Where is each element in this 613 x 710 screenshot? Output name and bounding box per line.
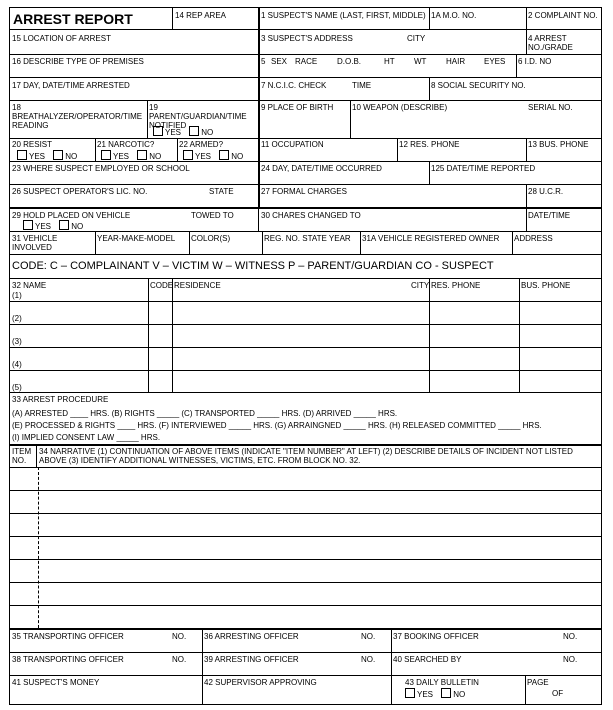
ncic-time-label: TIME [352,81,372,90]
searched-by-no-label: NO. [563,655,578,664]
page-label: PAGE [527,678,549,687]
mo-no-label: 1A M.O. NO. [431,11,477,20]
hold-vehicle-no-checkbox[interactable] [59,220,69,230]
rep-area-label: 14 REP AREA [175,11,226,20]
resist-label: 20 RESIST [12,140,53,149]
parent-notified-yes-checkbox[interactable] [153,126,163,136]
names-row-number: (1) [12,291,22,300]
page-of-label: OF [552,689,564,698]
race-label: RACE [295,57,318,66]
eyes-label: EYES [484,57,506,66]
parent-notified-choices: YES NO [153,126,213,138]
vehicle-involved-label: 31 VEHICLE INVOLVED [12,234,58,252]
reg-no-label: REG. NO. STATE YEAR [264,234,351,243]
employer-label: 23 WHERE SUSPECT EMPLOYED OR SCHOOL [12,164,190,173]
arrest-procedure-line: (A) ARRESTED ____ HRS. (B) RIGHTS _____ (C) TRANSPORTED _____ HRS. (D) ARRIVED _____ HRS. [12,409,398,418]
formal-charges-label: 27 FORMAL CHARGES [261,187,347,196]
narrative-header: 34 NARRATIVE (1) CONTINUATION OF ABOVE ITEMS (INDICATE "ITEM NUMBER" AT LEFT) (2) DESCRIBE DETAILS OF INCIDENT NOT LISTED ABOVE (3) IDENTIFY ADDITIONAL WITNESSES, VICTIMS, ETC. FROM BLOCK NO. 32. [39,447,573,465]
premises-label: 16 DESCRIBE TYPE OF PREMISES [12,57,144,66]
ucr-label: 28 U.C.R. [528,187,564,196]
occupation-label: 11 OCCUPATION [261,140,324,149]
date-reported-label: 125 DATE/TIME REPORTED [431,164,536,173]
charges-date-time-label: DATE/TIME [528,211,571,220]
suspect-name-label: 1 SUSPECT'S NAME (LAST, FIRST, MIDDLE) [261,11,426,20]
arresting-officer-no-label: NO. [361,632,376,641]
transporting-officer-2-no-label: NO. [172,655,187,664]
names-code-header: CODE [150,281,174,290]
registered-owner-label: 31A VEHICLE REGISTERED OWNER [362,234,500,243]
hair-label: HAIR [446,57,466,66]
names-row-number: (3) [12,337,22,346]
resist-yes-checkbox[interactable] [17,150,27,160]
code-legend: CODE: C – COMPLAINANT V – VICTIM W – WITNESS P – PARENT/GUARDIAN CO - SUSPECT [12,260,494,272]
names-row-number: (4) [12,360,22,369]
border-left [9,7,10,705]
armed-yes-checkbox[interactable] [183,150,193,160]
names-name-header: 32 NAME [12,281,47,290]
id-no-label: 6 I.D. NO [518,57,552,66]
owner-address-label: ADDRESS [514,234,553,243]
complaint-no-label: 2 COMPLAINT NO. [528,11,598,20]
daily-bulletin-yes-checkbox[interactable] [405,688,415,698]
daily-bulletin-no-checkbox[interactable] [441,688,451,698]
towed-to-label: TOWED TO [191,211,234,220]
weight-label: WT [414,57,427,66]
narcotic-no-checkbox[interactable] [137,150,147,160]
location-of-arrest-label: 15 LOCATION OF ARREST [12,34,111,43]
resist-choices: YES NO [17,150,77,162]
transporting-officer-no-label: NO. [172,632,187,641]
armed-no-checkbox[interactable] [219,150,229,160]
arrest-report-form [9,7,602,705]
item-column-divider [38,467,39,628]
hold-vehicle-label: 29 HOLD PLACED ON VEHICLE [12,211,131,220]
item-no-header: ITEM NO. [12,447,32,465]
arrest-procedure-title: 33 ARREST PROCEDURE [12,395,109,404]
dob-label: D.O.B. [337,57,362,66]
item-5-label: 5 [261,57,266,66]
armed-choices: YES NO [183,150,243,162]
names-row-number: (5) [12,383,22,392]
arrest-procedure-line: (I) IMPLIED CONSENT LAW _____ HRS. [12,433,161,442]
height-label: HT [384,57,395,66]
border-top [9,7,602,8]
daily-bulletin-choices: YES NO [405,688,465,700]
narcotic-yes-checkbox[interactable] [101,150,111,160]
suspect-money-label: 41 SUSPECT'S MONEY [12,678,100,687]
place-of-birth-label: 9 PLACE OF BIRTH [261,103,334,112]
parent-notified-no-checkbox[interactable] [189,126,199,136]
charges-changed-label: 30 CHARES CHANGED TO [261,211,361,220]
arrest-procedure-line: (E) PROCESSED & RIGHTS ____ HRS. (F) INTERVIEWED _____ HRS. (G) ARRAINGNED _____ HRS. (H) RELEASED COMMITTED _____ HRS. [12,421,542,430]
booking-officer-no-label: NO. [563,632,578,641]
daily-bulletin-label: 43 DAILY BULLETIN [405,678,479,687]
weapon-label: 10 WEAPON (DESCRIBE) [352,103,448,112]
arresting-officer-2-no-label: NO. [361,655,376,664]
armed-label: 22 ARMED? [179,140,224,149]
resist-no-checkbox[interactable] [53,150,63,160]
parent-notified-label: 19 PARENT/GUARDIAN/TIME NOTIFIED [149,103,247,130]
lic-state-label: STATE [209,187,234,196]
serial-no-label: SERIAL NO. [528,103,573,112]
supervisor-label: 42 SUPERVISOR APPROVING [204,678,317,687]
booking-officer-label: 37 BOOKING OFFICER [393,632,479,641]
hold-vehicle-yes-checkbox[interactable] [23,220,33,230]
names-res-phone-header: RES. PHONE [431,281,481,290]
hold-vehicle-choices: YES NO [23,220,83,232]
date-occurred-label: 24 DAY, DATE/TIME OCCURRED [261,164,382,173]
vehicle-color-label: COLOR(S) [191,234,231,243]
names-city-header: CITY [411,281,430,290]
arresting-officer-label: 36 ARRESTING OFFICER [204,632,299,641]
names-bus-phone-header: BUS. PHONE [521,281,571,290]
border-right [601,7,602,705]
transporting-officer-2-label: 38 TRANSPORTING OFFICER [12,655,124,664]
ncic-check-label: 7 N.C.I.C. CHECK [261,81,327,90]
narcotic-choices: YES NO [101,150,161,162]
form-title: ARREST REPORT [13,11,133,27]
day-date-arrested-label: 17 DAY, DATE/TIME ARRESTED [12,81,130,90]
searched-by-label: 40 SEARCHED BY [393,655,462,664]
names-residence-header: RESIDENCE [174,281,221,290]
suspect-address-label: 3 SUSPECT'S ADDRESS [261,34,353,43]
narcotic-label: 21 NARCOTIC? [97,140,155,149]
ssn-label: 8 SOCIAL SECURITY NO. [431,81,526,90]
names-row-number: (2) [12,314,22,323]
bus-phone-label: 13 BUS. PHONE [528,140,589,149]
arresting-officer-2-label: 39 ARRESTING OFFICER [204,655,299,664]
arrest-no-label: 4 ARREST NO./GRADE [528,34,573,52]
city-label: CITY [407,34,426,43]
border-bottom [9,704,602,705]
breathalyzer-label: 18 BREATHALYZER/OPERATOR/TIME READING [12,103,143,130]
operator-lic-label: 26 SUSPECT OPERATOR'S LIC. NO. [12,187,148,196]
year-make-model-label: YEAR-MAKE-MODEL [97,234,176,243]
transporting-officer-label: 35 TRANSPORTING OFFICER [12,632,124,641]
res-phone-label: 12 RES. PHONE [399,140,460,149]
sex-label: SEX [271,57,288,66]
